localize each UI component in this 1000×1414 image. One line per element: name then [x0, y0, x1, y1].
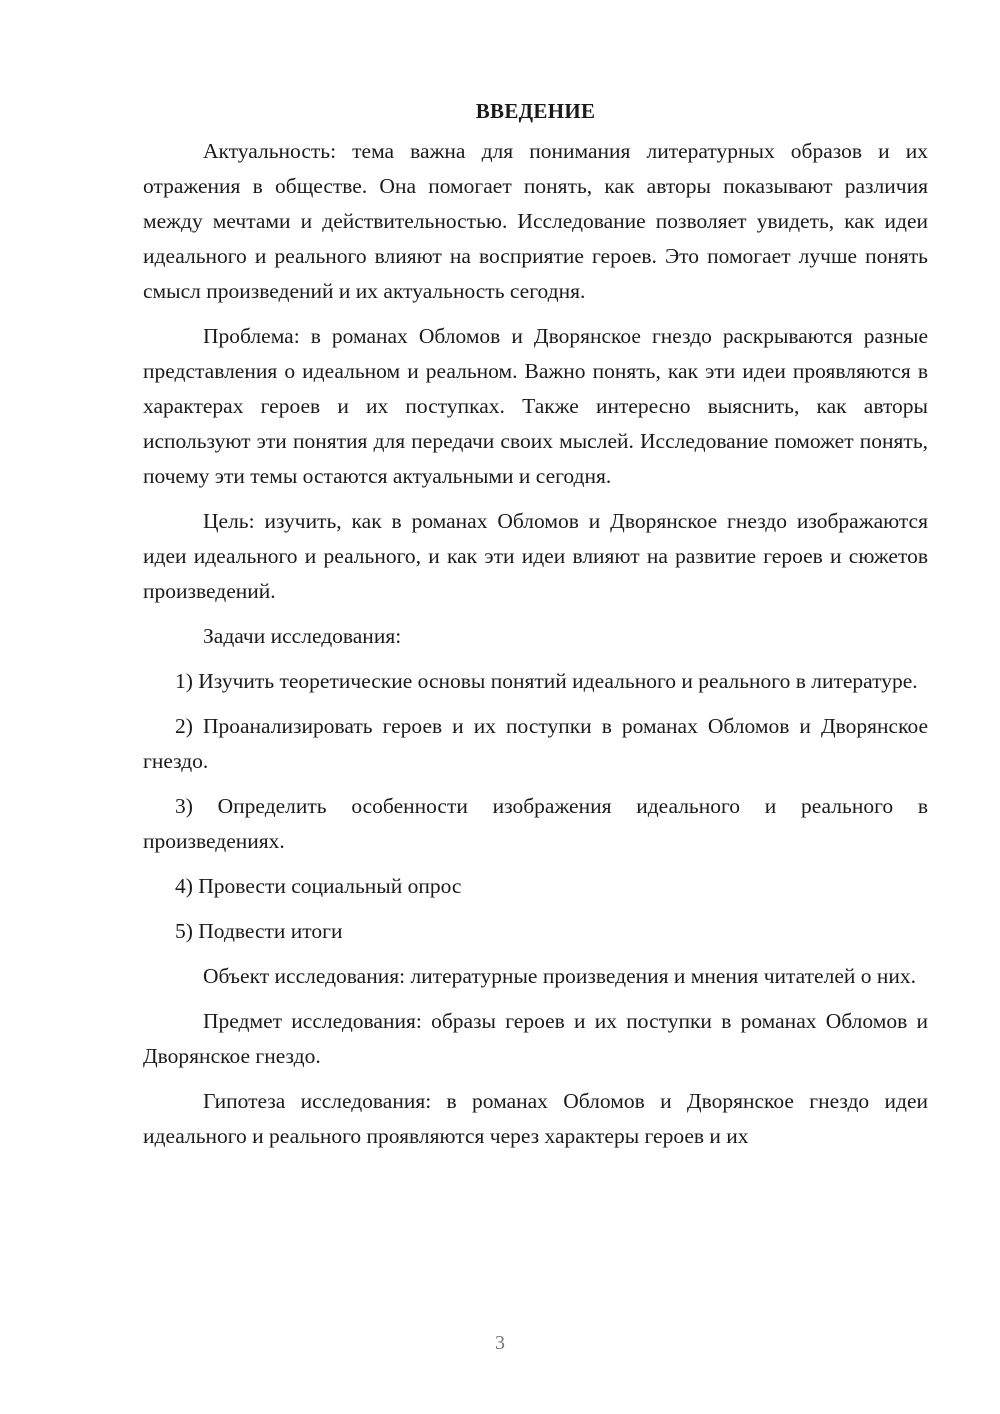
task-item-5: 5) Подвести итоги: [175, 919, 343, 943]
section-title: ВВЕДЕНИЕ: [475, 99, 596, 123]
paragraph-relevance: Актуальность: тема важна для понимания литературных образов и их отражения в обществе. Она помогает понять, как авторы показывают различия между мечтами и действительностью. Исследование позволяет увидеть, как идеи идеального и реального влияют на восприятие героев. Это помогает лучше понять смысл произведений и их актуальность сегодня.: [143, 139, 928, 303]
task-item-1: 1) Изучить теоретические основы понятий идеального и реального в литературе.: [175, 669, 918, 693]
paragraph-object: Объект исследования: литературные произведения и мнения читателей о них.: [203, 964, 917, 988]
paragraph-subject: Предмет исследования: образы героев и их поступки в романах Обломов и Дворянское гнездо.: [143, 1009, 928, 1068]
task-item-2: 2) Проанализировать героев и их поступки в романах Обломов и Дворянское гнездо.: [143, 714, 928, 773]
paragraph-problem: Проблема: в романах Обломов и Дворянское гнездо раскрываются разные представления о идеальном и реальном. Важно понять, как эти идеи проявляются в характерах героев и их поступках. Также интересно выяснить, как авторы используют эти понятия для передачи своих мыслей. Исследование поможет понять, почему эти темы остаются актуальными и сегодня.: [143, 324, 928, 488]
task-item-4: 4) Провести социальный опрос: [175, 874, 462, 898]
task-item-3: 3) Определить особенности изображения идеального и реального в произведениях.: [143, 794, 928, 853]
document-page: [143, 96, 928, 1164]
tasks-heading: Задачи исследования:: [203, 624, 402, 648]
paragraph-hypothesis: Гипотеза исследования: в романах Обломов и Дворянское гнездо идеи идеального и реального проявляются через характеры героев и их: [143, 1089, 928, 1148]
page-number: 3: [495, 1332, 505, 1354]
paragraph-goal: Цель: изучить, как в романах Обломов и Дворянское гнездо изображаются идеи идеального и реального, и как эти идеи влияют на развитие героев и сюжетов произведений.: [143, 509, 928, 603]
